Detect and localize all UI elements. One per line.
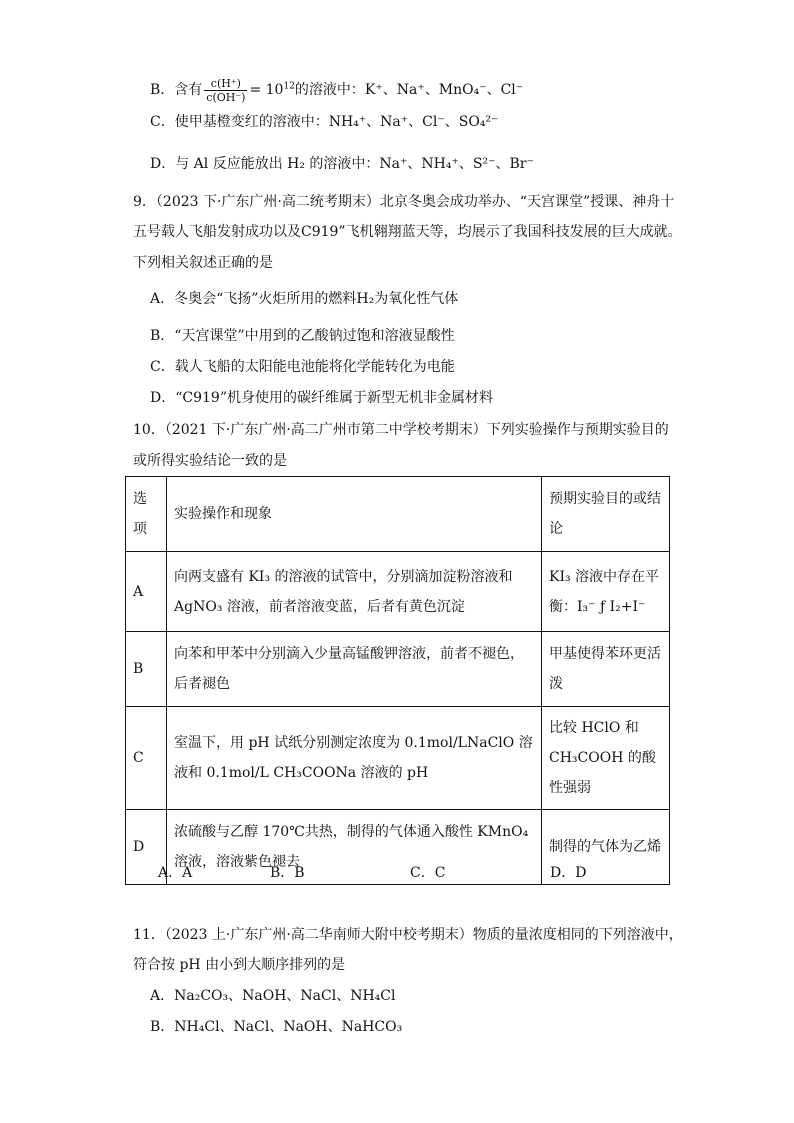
q9-stem-line-3: 下列相关叙述正确的是 xyxy=(133,255,273,271)
ratio-numerator: c(H⁺) xyxy=(204,77,247,91)
q9-option-c: C．载人飞船的太阳能电池能将化学能转化为电能 xyxy=(150,359,455,375)
q10-stem-line-1: 10．（2021 下·广东广州·高二广州市第二中学校考期末）下列实验操作与预期实验目的 xyxy=(133,422,669,438)
row-option: A xyxy=(126,552,167,632)
table-row xyxy=(126,552,670,632)
row-option: B xyxy=(126,632,167,707)
q11-stem-line-2: 符合按 pH 由小到大顺序排列的是 xyxy=(133,957,346,973)
q8-option-d: D．与 Al 反应能放出 H₂ 的溶液中：Na⁺、NH₄⁺、S²⁻、Br⁻ xyxy=(150,156,534,172)
q11-stem-line-1: 11．（2023 上·广东广州·高二华南师大附中校考期末）物质的量浓度相同的下列溶液中， xyxy=(133,927,683,943)
q10-answer-a: A．A xyxy=(158,865,193,881)
row-conclusion: 制得的气体为乙烯 xyxy=(542,810,670,885)
q9-option-a: A．冬奥会“飞扬”火炬所用的燃料H₂为氧化性气体 xyxy=(150,291,459,307)
row-conclusion: 甲基使得苯环更活泼 xyxy=(542,632,670,707)
table-row xyxy=(126,810,670,885)
q11-option-b: B．NH₄Cl、NaCl、NaOH、NaHCO₃ xyxy=(150,1019,403,1035)
row-operation: 室温下，用 pH 试纸分别测定浓度为 0.1mol/LNaClO 溶液和 0.1mol/L CH₃COONa 溶液的 pH xyxy=(167,707,542,810)
row-operation: 向苯和甲苯中分别滴入少量高锰酸钾溶液，前者不褪色，后者褪色 xyxy=(167,632,542,707)
table-row xyxy=(126,632,670,707)
header-operation: 实验操作和现象 xyxy=(167,477,542,552)
q8-option-c: C．使甲基橙变红的溶液中：NH₄⁺、Na⁺、Cl⁻、SO₄²⁻ xyxy=(150,114,499,130)
q9-option-d: D．“C919”机身使用的碳纤维属于新型无机非金属材料 xyxy=(150,390,493,406)
row-option: D xyxy=(126,810,167,885)
q9-stem-line-1: 9．（2023 下·广东广州·高二统考期末）北京冬奥会成功举办、“天宫课堂”授课、神舟十 xyxy=(133,194,675,210)
row-conclusion: KI₃ 溶液中存在平衡：I₃⁻ ƒ I₂+I⁻ xyxy=(542,552,670,632)
q11-option-a: A．Na₂CO₃、NaOH、NaCl、NH₄Cl xyxy=(150,988,396,1004)
q10-answer-d: D．D xyxy=(550,865,587,881)
experiment-table xyxy=(125,476,670,885)
table-row xyxy=(126,707,670,810)
q9-stem-line-2: 五号载人飞船发射成功以及C919”飞机翱翔蓝天等，均展示了我国科技发展的巨大成就。 xyxy=(133,224,682,240)
q10-answer-b: B．B xyxy=(270,865,305,881)
header-option: 选项 xyxy=(126,477,167,552)
row-operation: 向两支盛有 KI₃ 的溶液的试管中，分别滴加淀粉溶液和 AgNO₃ 溶液，前者溶液变蓝，后者有黄色沉淀 xyxy=(167,552,542,632)
q10-stem-line-2: 或所得实验结论一致的是 xyxy=(133,453,287,469)
ratio-exponent: 12 xyxy=(283,81,295,92)
q9-option-b: B．“天宫课堂”中用到的乙酸钠过饱和溶液显酸性 xyxy=(150,328,455,344)
q8-option-b xyxy=(150,70,523,110)
ratio-denominator: c(OH⁻) xyxy=(206,90,246,104)
q8-option-b-prefix: B．含有 xyxy=(150,82,203,98)
header-conclusion: 预期实验目的或结论 xyxy=(542,477,670,552)
row-operation: 浓硫酸与乙醇 170℃共热，制得的气体通入酸性 KMnO₄ 溶液，溶液紫色褪去 xyxy=(167,810,542,885)
q8-option-b-text: 的溶液中：K⁺、Na⁺、MnO₄⁻、Cl⁻ xyxy=(294,82,524,98)
hydrogen-hydroxide-ratio xyxy=(204,77,247,104)
q10-answer-c: C．C xyxy=(410,865,446,881)
row-conclusion: 比较 HClO 和 CH₃COOH 的酸性强弱 xyxy=(542,707,670,810)
row-option: C xyxy=(126,707,167,810)
table-header-row xyxy=(126,477,670,552)
ratio-equals: = 10 xyxy=(249,82,284,98)
